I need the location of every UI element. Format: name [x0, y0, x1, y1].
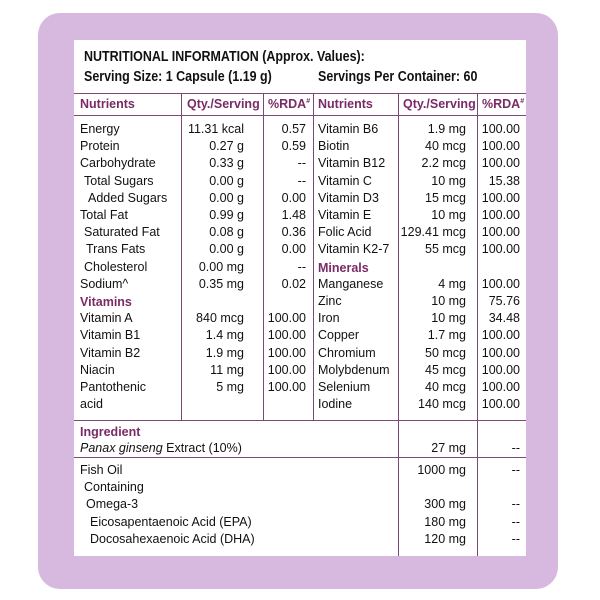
fish-oil-row-rda: -- [511, 531, 520, 546]
fish-oil-row-qty: 180 mg [424, 514, 466, 529]
ingredient-botanical-name: Panax ginseng [80, 441, 163, 455]
vitamin-row-name: Pantothenic [80, 380, 147, 394]
vitamin-row-name: Vitamin D3 [318, 190, 379, 205]
vitamin-row-qty: 2.2 mcg [421, 156, 466, 171]
vitamin-row-rda: 100.00 [267, 311, 306, 326]
nutrient-row-rda: 0.57 [281, 122, 306, 136]
fish-oil-row-qty: 120 mg [424, 531, 466, 546]
col-divider-3 [313, 93, 314, 420]
vitamin-row-rda: 100.00 [481, 156, 520, 171]
mineral-row-rda: 100.00 [481, 397, 520, 412]
mineral-row-rda: 100.00 [481, 380, 520, 394]
vitamin-row-qty: 1.9 mg [205, 345, 244, 360]
vitamin-row-name: Vitamin B1 [80, 328, 141, 343]
fish-oil-row-name: Omega-3 [86, 497, 139, 512]
vitamin-row-qty: 15 mcg [425, 190, 466, 205]
fish-oil-row-name: Fish Oil [80, 463, 123, 477]
mineral-row-qty: 10 mg [431, 294, 466, 308]
vitamin-row-name: Niacin [80, 362, 115, 377]
nutrient-row-name: Total Sugars [84, 173, 154, 188]
nutrient-row-rda: -- [297, 156, 306, 171]
nutrient-row-rda: 0.00 [281, 242, 306, 257]
vitamin-row-qty: 5 mg [216, 380, 244, 394]
nutrient-row-rda: 1.48 [281, 208, 306, 222]
vitamin-row-qty: 55 mcg [425, 242, 466, 257]
mineral-row-name: Copper [318, 328, 359, 343]
vitamin-row-name: Folic Acid [318, 225, 372, 240]
vitamin-row-rda: 100.00 [481, 242, 520, 257]
mineral-row-rda: 100.00 [481, 345, 520, 360]
mineral-row-qty: 10 mg [431, 311, 466, 326]
vitamin-row-name: acid [80, 397, 103, 412]
divider-ingredient [74, 420, 526, 421]
nutrient-row-rda: 0.02 [281, 276, 306, 291]
mineral-row-name: Manganese [318, 276, 384, 291]
vitamin-row-rda: 100.00 [267, 345, 306, 360]
nutrient-row-name: Protein [80, 139, 120, 154]
vitamin-row-qty: 11 mg [210, 362, 244, 377]
nutrient-row-name: Added Sugars [88, 190, 168, 205]
vitamin-row-rda: 100.00 [481, 208, 520, 222]
divider-top [74, 93, 526, 94]
nutrient-row-rda: -- [297, 259, 306, 274]
serving-size: Serving Size: 1 Capsule (1.19 g) [84, 69, 272, 85]
label-title: NUTRITIONAL INFORMATION (Approx. Values): [84, 49, 365, 65]
nutrient-row-qty: 0.00 g [209, 190, 244, 205]
mineral-row-rda: 34.48 [488, 311, 520, 326]
mineral-row-qty: 50 mcg [425, 345, 466, 360]
fish-oil-row-rda: -- [511, 497, 520, 512]
header-nutrients-left: Nutrients [80, 97, 135, 111]
nutrient-row-qty: 0.08 g [209, 225, 244, 240]
divider-header [74, 115, 526, 116]
vitamin-row-name: Vitamin C [318, 173, 372, 188]
nutrient-row-qty: 0.35 mg [198, 276, 244, 291]
mineral-row-rda: 100.00 [481, 328, 520, 343]
mineral-row-rda: 75.76 [488, 294, 520, 308]
vitamin-row-qty: 129.41 mcg [400, 225, 466, 240]
nutrient-row-name: Energy [80, 122, 120, 136]
vitamin-row-name: Biotin [318, 139, 350, 154]
servings-per-container: Servings Per Container: 60 [318, 69, 478, 85]
nutrient-row-qty: 0.00 g [209, 242, 244, 257]
vitamins-section-label: Vitamins [80, 295, 132, 309]
nutrient-row-qty: 0.00 mg [198, 259, 244, 274]
vitamin-row-rda: 100.00 [481, 122, 520, 136]
ingredient-rda: -- [511, 441, 520, 455]
header-rda-right: %RDA# [482, 97, 525, 111]
mineral-row-name: Iodine [318, 397, 353, 412]
mineral-row-rda: 100.00 [481, 362, 520, 377]
vitamin-row-rda: 100.00 [481, 190, 520, 205]
vitamin-row-rda: 100.00 [267, 380, 306, 394]
fish-oil-row-rda: -- [511, 463, 520, 477]
header-nutrients-right: Nutrients [318, 97, 373, 111]
vitamin-row-rda: 100.00 [481, 139, 520, 154]
mineral-row-rda: 100.00 [481, 276, 520, 291]
mineral-row-name: Zinc [318, 294, 342, 308]
divider-fish-oil [74, 457, 526, 458]
fish-oil-row-name: Containing [84, 480, 144, 495]
vitamin-row-qty: 40 mcg [425, 139, 466, 154]
mineral-row-qty: 40 mcg [425, 380, 466, 394]
nutrient-row-qty: 11.31 kcal [187, 122, 244, 136]
mineral-row-qty: 45 mcg [425, 362, 466, 377]
fish-oil-row-qty: 300 mg [424, 497, 466, 512]
nutrient-row-qty: 0.00 g [209, 173, 244, 188]
header-qty-right: Qty./Serving [403, 97, 476, 111]
header-qty-left: Qty./Serving [187, 97, 260, 111]
nutrient-row-name: Trans Fats [86, 242, 146, 257]
vitamin-row-qty: 840 mcg [196, 311, 244, 326]
nutrient-row-qty: 0.33 g [209, 156, 244, 171]
nutrient-row-rda: 0.36 [281, 225, 306, 240]
vitamin-row-name: Vitamin K2-7 [318, 242, 390, 257]
vitamin-row-qty: 1.4 mg [205, 328, 244, 343]
ingredient-extract-label: Extract (10%) [162, 441, 242, 455]
header-rda-left: %RDA# [268, 97, 311, 111]
nutrient-row-qty: 0.27 g [209, 139, 244, 154]
vitamin-row-name: Vitamin B2 [80, 345, 141, 360]
mineral-row-qty: 4 mg [438, 276, 466, 291]
vitamin-row-qty: 10 mg [431, 208, 466, 222]
vitamin-row-rda: 100.00 [481, 225, 520, 240]
vitamin-row-qty: 1.9 mg [427, 122, 466, 136]
vitamin-row-name: Vitamin B12 [318, 156, 386, 171]
nutrient-row-rda: 0.00 [281, 190, 306, 205]
col-divider-1 [181, 93, 182, 420]
nutrient-row-name: Carbohydrate [80, 156, 156, 171]
ingredient-name [80, 442, 242, 455]
mineral-row-name: Iron [318, 311, 340, 326]
vitamin-row-rda: 100.00 [267, 328, 306, 343]
nutrient-row-name: Sodium^ [80, 276, 129, 291]
vitamin-row-name: Vitamin E [318, 208, 372, 222]
mineral-row-qty: 1.7 mg [427, 328, 466, 343]
mineral-row-name: Chromium [318, 345, 376, 360]
fish-oil-row-qty: 1000 mg [417, 463, 466, 477]
nutrient-row-name: Cholesterol [84, 259, 148, 274]
vitamin-row-name: Vitamin A [80, 311, 133, 326]
nutrient-row-rda: 0.59 [281, 139, 306, 154]
vitamin-row-rda: 100.00 [267, 362, 306, 377]
mineral-row-name: Molybdenum [318, 362, 390, 377]
vitamin-row-qty: 10 mg [431, 173, 466, 188]
fish-oil-row-name: Docosahexaenoic Acid (DHA) [90, 531, 255, 546]
ingredient-qty: 27 mg [431, 441, 466, 455]
nutrient-row-rda: -- [297, 173, 306, 188]
mineral-row-qty: 140 mcg [418, 397, 466, 412]
ingredient-section-label: Ingredient [80, 425, 141, 439]
vitamin-row-name: Vitamin B6 [318, 122, 379, 136]
nutrient-row-name: Total Fat [80, 208, 128, 222]
fish-oil-row-name: Eicosapentaenoic Acid (EPA) [90, 514, 252, 529]
nutrient-row-qty: 0.99 g [209, 208, 244, 222]
vitamin-row-rda: 15.38 [488, 173, 520, 188]
fish-oil-row-rda: -- [511, 514, 520, 529]
minerals-section-label: Minerals [318, 260, 369, 275]
mineral-row-name: Selenium [318, 380, 371, 394]
nutrient-row-name: Saturated Fat [84, 225, 160, 240]
